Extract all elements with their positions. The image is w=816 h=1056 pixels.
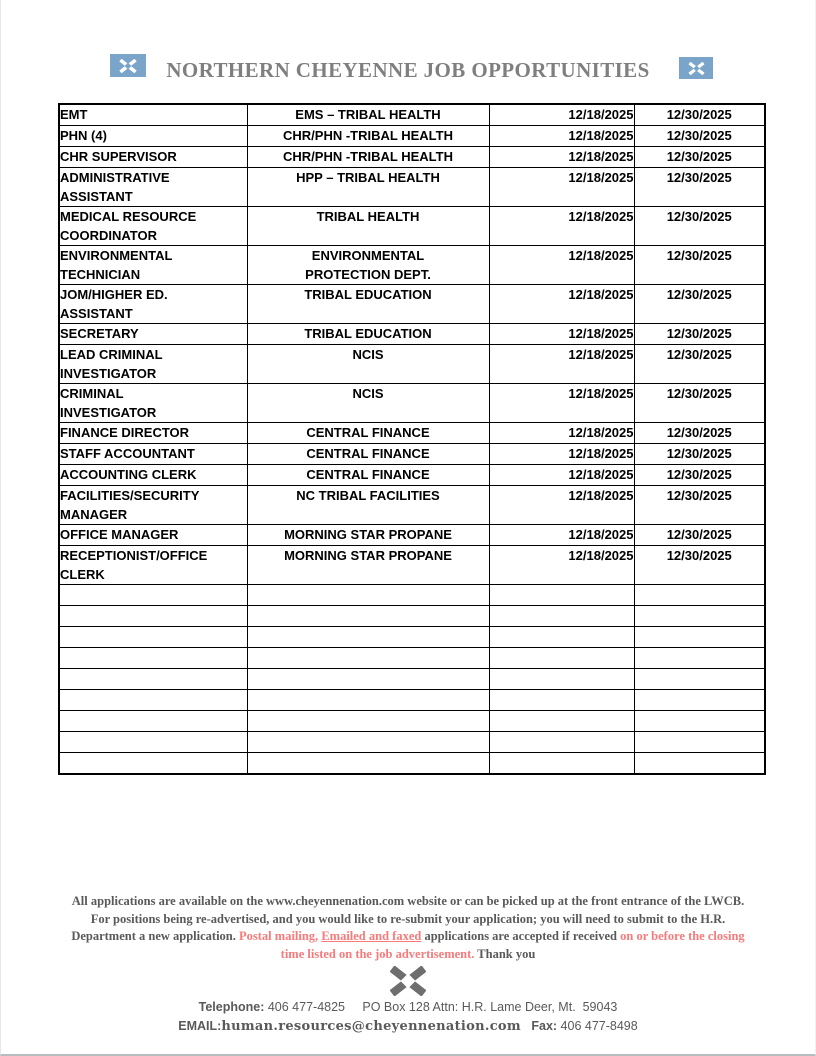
- job-title-cell: STAFF ACCOUNTANT: [59, 444, 247, 465]
- empty-cell: [634, 669, 765, 690]
- table-row: [59, 486, 765, 525]
- table-row: [59, 384, 765, 423]
- posted-date-cell: 12/18/2025: [489, 126, 634, 147]
- department-cell: CHR/PHN -TRIBAL HEALTH: [247, 126, 489, 147]
- table-row: [59, 546, 765, 585]
- table-row: [59, 465, 765, 486]
- application-notice: [62, 893, 754, 963]
- empty-cell: [247, 606, 489, 627]
- text-segment-normal: 406 477-8498: [557, 1019, 638, 1033]
- department-cell: ENVIRONMENTAL PROTECTION DEPT.: [247, 246, 489, 285]
- empty-cell: [634, 732, 765, 753]
- department-cell: NCIS: [247, 345, 489, 384]
- posted-date-cell: 12/18/2025: [489, 384, 634, 423]
- posted-date-cell: 12/18/2025: [489, 423, 634, 444]
- table-row-empty: [59, 585, 765, 606]
- empty-cell: [247, 753, 489, 775]
- empty-cell: [247, 732, 489, 753]
- job-title-cell: PHN (4): [59, 126, 247, 147]
- empty-cell: [634, 606, 765, 627]
- morning-star-glyph: [688, 62, 705, 75]
- text-segment-red: Postal mailing,: [239, 929, 322, 943]
- empty-cell: [59, 669, 247, 690]
- closing-date-cell: 12/30/2025: [634, 546, 765, 585]
- department-cell: MORNING STAR PROPANE: [247, 525, 489, 546]
- closing-date-cell: 12/30/2025: [634, 168, 765, 207]
- empty-cell: [489, 606, 634, 627]
- closing-date-cell: 12/30/2025: [634, 147, 765, 168]
- table-row-empty: [59, 690, 765, 711]
- document-header: [1, 0, 815, 100]
- contact-info: [1, 998, 815, 1036]
- closing-date-cell: 12/30/2025: [634, 345, 765, 384]
- jobs-table-body: [59, 104, 765, 774]
- empty-cell: [489, 711, 634, 732]
- table-row-empty: [59, 606, 765, 627]
- text-segment-normal: PO Box 128 Attn: H.R. Lame Deer, Mt. 59043: [362, 1000, 618, 1014]
- empty-cell: [489, 627, 634, 648]
- department-cell: CENTRAL FINANCE: [247, 465, 489, 486]
- empty-cell: [247, 585, 489, 606]
- text-segment-normal: 406 477-4825: [264, 1000, 363, 1014]
- closing-date-cell: 12/30/2025: [634, 525, 765, 546]
- contact-line-phone-address: [1, 998, 815, 1017]
- empty-cell: [634, 753, 765, 775]
- table-row: [59, 345, 765, 384]
- job-opportunities-table: [58, 103, 766, 775]
- closing-date-cell: 12/30/2025: [634, 246, 765, 285]
- department-cell: TRIBAL EDUCATION: [247, 324, 489, 345]
- posted-date-cell: 12/18/2025: [489, 525, 634, 546]
- empty-cell: [634, 690, 765, 711]
- posted-date-cell: 12/18/2025: [489, 285, 634, 324]
- closing-date-cell: 12/30/2025: [634, 486, 765, 525]
- closing-date-cell: 12/30/2025: [634, 444, 765, 465]
- text-segment-gray: All applications are available on the www.cheyennenation.com website or can be picked up at the front entrance of the LWCB. For positions being re-advertised, and you would like to re-submit your application; you will need to submit to the H.R. Department a new application.: [71, 894, 745, 943]
- job-title-cell: ENVIRONMENTAL TECHNICIAN: [59, 246, 247, 285]
- empty-cell: [489, 585, 634, 606]
- table-row: [59, 168, 765, 207]
- table-row-empty: [59, 732, 765, 753]
- department-cell: TRIBAL HEALTH: [247, 207, 489, 246]
- closing-date-cell: 12/30/2025: [634, 423, 765, 444]
- closing-date-cell: 12/30/2025: [634, 324, 765, 345]
- posted-date-cell: 12/18/2025: [489, 486, 634, 525]
- empty-cell: [59, 627, 247, 648]
- empty-cell: [247, 627, 489, 648]
- empty-cell: [59, 690, 247, 711]
- morning-star-icon: [679, 57, 713, 79]
- posted-date-cell: 12/18/2025: [489, 207, 634, 246]
- text-segment-bold: Fax:: [531, 1019, 558, 1033]
- text-segment-email: human.resources@cheyennenation.com: [221, 1019, 521, 1034]
- text-segment-gray: Thank you: [474, 946, 536, 961]
- closing-date-cell: 12/30/2025: [634, 104, 765, 126]
- text-segment-red: on or before the closing time listed on the job advertisement.: [280, 929, 745, 961]
- empty-cell: [247, 669, 489, 690]
- department-cell: MORNING STAR PROPANE: [247, 546, 489, 585]
- empty-cell: [489, 690, 634, 711]
- closing-date-cell: 12/30/2025: [634, 285, 765, 324]
- empty-cell: [59, 711, 247, 732]
- posted-date-cell: 12/18/2025: [489, 345, 634, 384]
- empty-cell: [489, 732, 634, 753]
- job-title-cell: EMT: [59, 104, 247, 126]
- empty-cell: [59, 585, 247, 606]
- department-cell: CENTRAL FINANCE: [247, 444, 489, 465]
- table-row-empty: [59, 753, 765, 775]
- posted-date-cell: 12/18/2025: [489, 324, 634, 345]
- department-cell: NC TRIBAL FACILITIES: [247, 486, 489, 525]
- department-cell: TRIBAL EDUCATION: [247, 285, 489, 324]
- table-row: [59, 285, 765, 324]
- text-segment-normal: [521, 1019, 531, 1033]
- table-row: [59, 324, 765, 345]
- text-segment-bold: EMAIL:: [178, 1019, 222, 1033]
- job-title-cell: SECRETARY: [59, 324, 247, 345]
- table-row: [59, 126, 765, 147]
- closing-date-cell: 12/30/2025: [634, 465, 765, 486]
- job-title-cell: CRIMINAL INVESTIGATOR: [59, 384, 247, 423]
- table-row-empty: [59, 627, 765, 648]
- empty-cell: [634, 627, 765, 648]
- closing-date-cell: 12/30/2025: [634, 126, 765, 147]
- morning-star-icon: [390, 966, 426, 996]
- department-cell: CENTRAL FINANCE: [247, 423, 489, 444]
- table-row-empty: [59, 711, 765, 732]
- empty-cell: [59, 606, 247, 627]
- job-title-cell: MEDICAL RESOURCE COORDINATOR: [59, 207, 247, 246]
- empty-cell: [489, 753, 634, 775]
- posted-date-cell: 12/18/2025: [489, 444, 634, 465]
- job-title-cell: FINANCE DIRECTOR: [59, 423, 247, 444]
- job-title-cell: RECEPTIONIST/OFFICE CLERK: [59, 546, 247, 585]
- table-row: [59, 207, 765, 246]
- department-cell: HPP – TRIBAL HEALTH: [247, 168, 489, 207]
- posted-date-cell: 12/18/2025: [489, 546, 634, 585]
- job-title-cell: CHR SUPERVISOR: [59, 147, 247, 168]
- text-segment-red-underline: Emailed and faxed: [321, 929, 422, 943]
- table-row-empty: [59, 669, 765, 690]
- job-title-cell: JOM/HIGHER ED. ASSISTANT: [59, 285, 247, 324]
- posted-date-cell: 12/18/2025: [489, 246, 634, 285]
- posted-date-cell: 12/18/2025: [489, 104, 634, 126]
- empty-cell: [634, 648, 765, 669]
- empty-cell: [59, 732, 247, 753]
- job-title-cell: FACILITIES/SECURITY MANAGER: [59, 486, 247, 525]
- empty-cell: [634, 711, 765, 732]
- closing-date-cell: 12/30/2025: [634, 384, 765, 423]
- table-row: [59, 423, 765, 444]
- empty-cell: [247, 690, 489, 711]
- table-row-empty: [59, 648, 765, 669]
- contact-line-email-fax: [1, 1017, 815, 1036]
- text-segment-gray: applications are accepted if received: [421, 929, 621, 943]
- department-cell: NCIS: [247, 384, 489, 423]
- job-title-cell: LEAD CRIMINAL INVESTIGATOR: [59, 345, 247, 384]
- posted-date-cell: 12/18/2025: [489, 168, 634, 207]
- table-row: [59, 444, 765, 465]
- page-title: NORTHERN CHEYENNE JOB OPPORTUNITIES: [166, 58, 650, 82]
- table-row: [59, 104, 765, 126]
- empty-cell: [489, 669, 634, 690]
- posted-date-cell: 12/18/2025: [489, 465, 634, 486]
- closing-date-cell: 12/30/2025: [634, 207, 765, 246]
- empty-cell: [247, 648, 489, 669]
- table-row: [59, 147, 765, 168]
- table-row: [59, 246, 765, 285]
- empty-cell: [634, 585, 765, 606]
- posted-date-cell: 12/18/2025: [489, 147, 634, 168]
- job-title-cell: OFFICE MANAGER: [59, 525, 247, 546]
- table-row: [59, 525, 765, 546]
- job-title-cell: ACCOUNTING CLERK: [59, 465, 247, 486]
- department-cell: EMS – TRIBAL HEALTH: [247, 104, 489, 126]
- empty-cell: [59, 648, 247, 669]
- empty-cell: [247, 711, 489, 732]
- text-segment-bold: Telephone:: [198, 1000, 265, 1014]
- department-cell: CHR/PHN -TRIBAL HEALTH: [247, 147, 489, 168]
- empty-cell: [59, 753, 247, 775]
- job-title-cell: ADMINISTRATIVE ASSISTANT: [59, 168, 247, 207]
- empty-cell: [489, 648, 634, 669]
